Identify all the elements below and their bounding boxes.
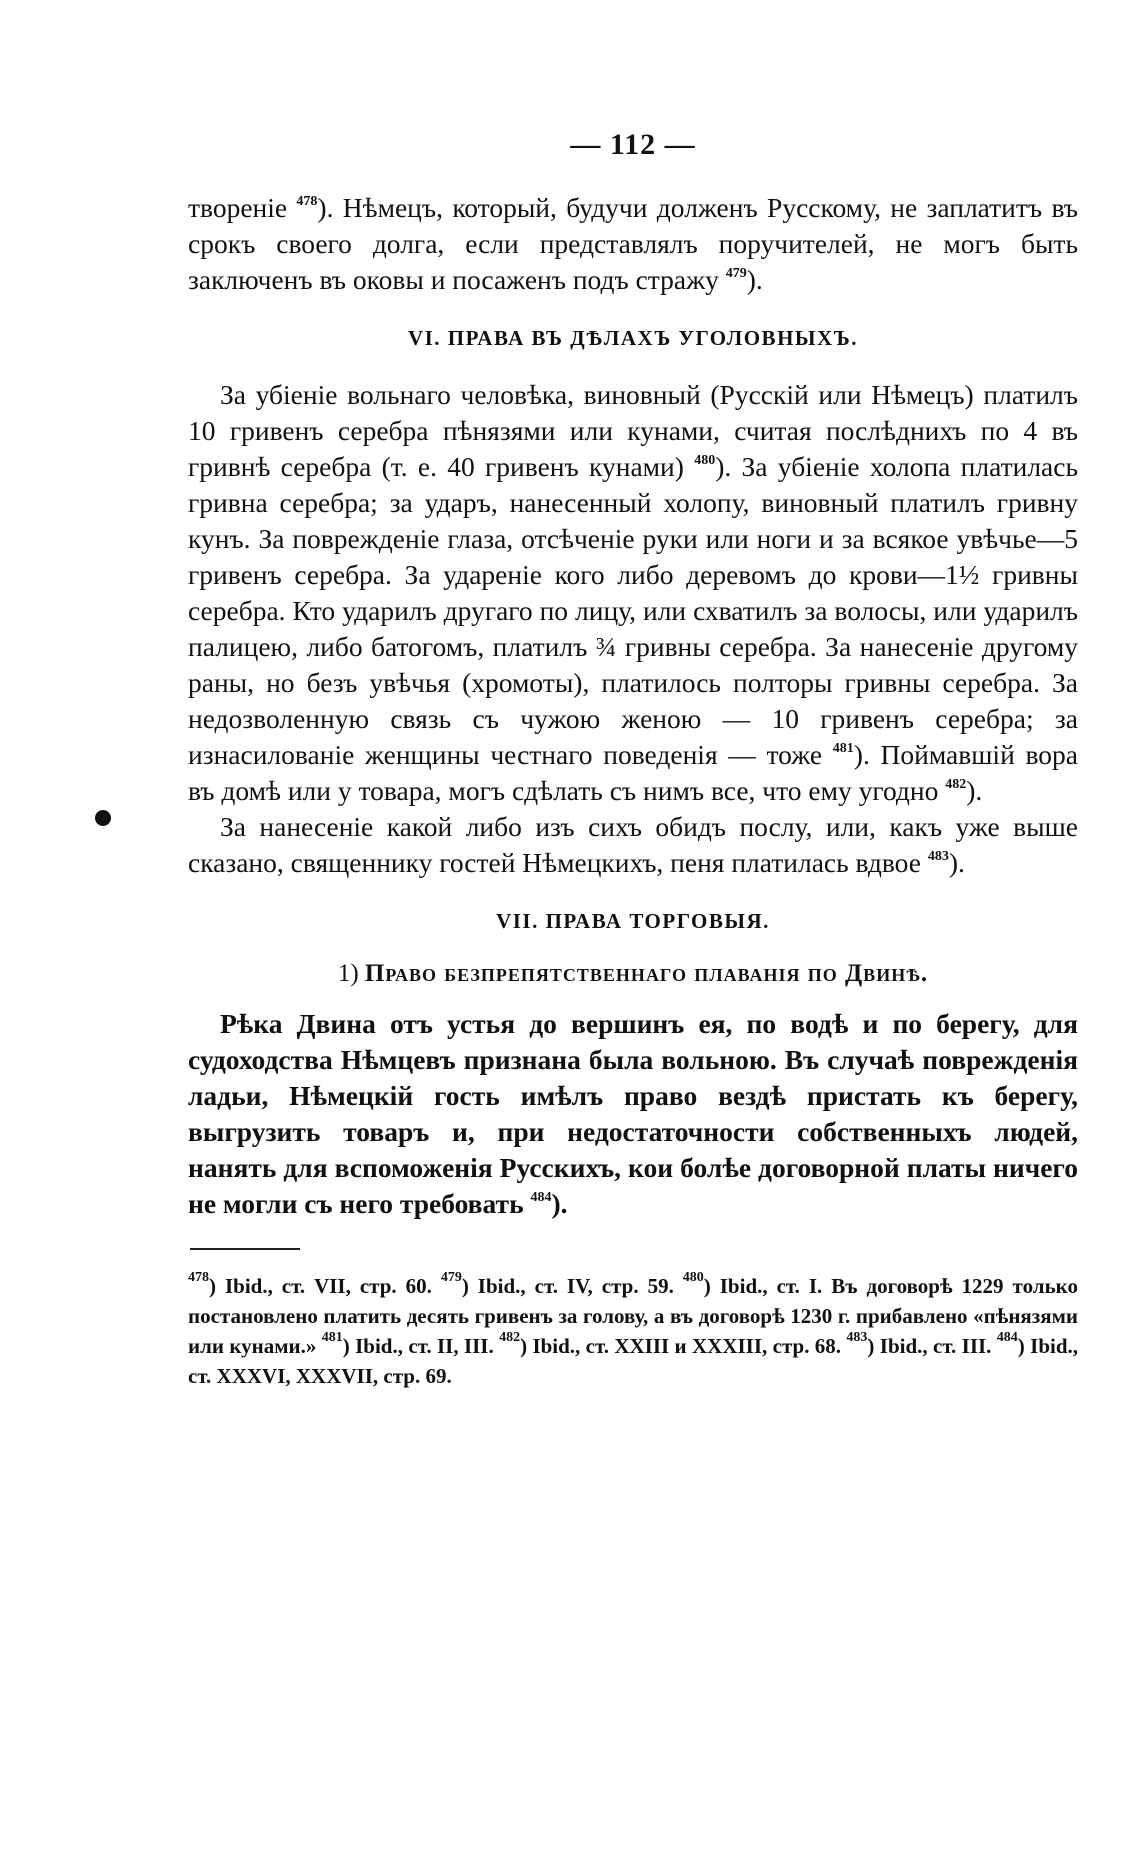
margin-dot (95, 810, 111, 826)
footnotes-block: $^{478}$) Ibid., ст. VII, стр. 60. $^{479}$) Ibid., ст. IV, стр. 59. $^{480}$) Ibid., ст. I. Въ договорѣ 1229 только постановлено платить десять гривенъ за голову, а въ договорѣ 1230 г. прибавлено «пѣнязями или кунами.» $^{481}$) Ibid., ст. II, III. $^{482}$) Ibid., ст. XXIII и XXXIII, стр. 68. $^{483}$) Ibid., ст. III. $^{484}$) Ibid., ст. XXXVI, XXXVII, стр. 69. (188, 1270, 1079, 1388)
criminal-paragraph-2: За нанесеніе какой либо изъ сихъ обидъ послу, или, какъ уже выше сказано, священнику гостей Нѣмецкихъ, пеня платилась вдвое $^{483}$). (188, 811, 1078, 878)
subheading-dvina: 1) Право безпрепятственнаго плаванія по Двинѣ. (337, 960, 929, 987)
document-page (188, 128, 1078, 1412)
footnote-ref[interactable]: 480 (694, 453, 716, 468)
footnote-ref[interactable]: 481 (832, 741, 854, 756)
intro-paragraph: твореніе $^{478}$). Нѣмецъ, который, будучи долженъ Русскому, не заплатитъ въ срокъ своего долга, если представлялъ поручителей, не могъ быть заключенъ въ оковы и посаженъ подъ стражу $^{479}$). (188, 192, 1078, 295)
footnote-ref[interactable]: 478 (296, 194, 318, 209)
page-number: — 112 — (570, 128, 696, 161)
footnote-ref[interactable]: 483 (927, 849, 949, 864)
criminal-paragraph-1: За убіеніе вольнаго человѣка, виновный (Русскій или Нѣмецъ) платилъ 10 гривенъ серебра пѣнязями или кунами, считая послѣднихъ по 4 въ гривнѣ серебра (т. е. 40 гривенъ кунами) $^{480}$). За убіеніе холопа платилась гривна серебра; за ударъ, нанесенный холопу, виновный платилъ гривну кунъ. За поврежденіе глаза, отсѣченіе руки или ноги и за всякое увѣчье—5 гривенъ серебра. За удареніе кого либо деревомъ до крови—1½ гривны серебра. Кто ударилъ другаго по лицу, или схватилъ за волосы, или ударилъ палицею, либо батогомъ, платилъ ¾ гривны серебра. За нанесеніе другому раны, но безъ увѣчья (хромоты), платилось полторы гривны серебра. За недозволенную связь съ чужою женою — 10 гривенъ серебра; за изнасилованіе женщины честнаго поведенія — тоже $^{481}$). Поймавшій вора въ домѣ или у товара, могъ сдѣлать съ нимъ все, что ему угодно $^{482}$). (188, 379, 1078, 806)
footnote-ref[interactable]: 482 (945, 777, 967, 792)
footnote-ref[interactable]: 484 (530, 1190, 552, 1205)
section-heading-criminal: VI. ПРАВА ВЪ ДѢЛАХЪ УГОЛОВНЫХЪ. (407, 326, 859, 350)
footnote-divider (190, 1248, 300, 1250)
section-heading-trade: VII. ПРАВА ТОРГОВЫЯ. (496, 909, 770, 933)
footnote-ref[interactable]: 479 (725, 266, 747, 281)
trade-paragraph-1: Рѣка Двина отъ устья до вершинъ ея, по водѣ и по берегу, для судоходства Нѣмцевъ признана была вольною. Въ случаѣ поврежденія ладьи, Нѣмецкій гость имѣлъ право вездѣ пристать къ берегу, выгрузить товаръ и, при недостаточности собственныхъ людей, нанять для вспоможенія Русскихъ, кои болѣе договорной платы ничего не могли съ него требовать $^{484}$). (188, 1008, 1078, 1219)
